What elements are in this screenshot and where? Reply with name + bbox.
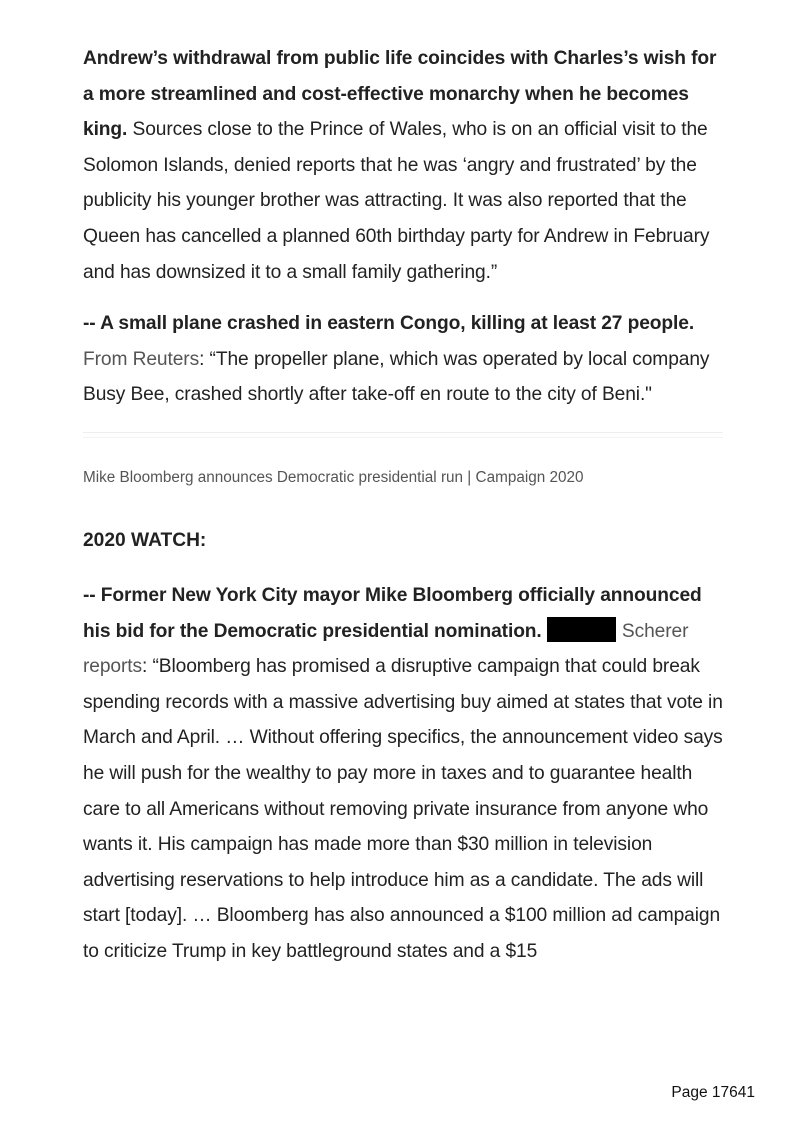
paragraph-bloomberg bbox=[83, 578, 723, 970]
reuters-link[interactable]: From Reuters bbox=[83, 348, 200, 370]
paragraph-bloomberg-text: : “Bloomberg has promised a disruptive campaign that could break spending records with a massive advertising buy aimed at states that vote in March and April. … Without offering specifics, the announcement video says he will push for the wealthy to pay more in taxes and to guarantee health care to all Americans without removing private insurance from anyone who wants it. His campaign has made more than $30 million in television advertising reservations to help introduce him as a candidate. The ads will start [today]. … Bloomberg has also announced a $100 million ad campaign to criticize Trump in key battleground states and a $15 bbox=[83, 656, 723, 962]
paragraph-congo-lead: -- A small plane crashed in eastern Congo, killing at least 27 people. bbox=[83, 313, 695, 335]
paragraph-andrew bbox=[83, 41, 723, 290]
section-divider bbox=[83, 432, 723, 438]
paragraph-congo bbox=[83, 306, 723, 413]
paragraph-andrew-lead: Andrew’s withdrawal from public life coincides with Charles’s wish for a more streamlined and cost-effective monarchy when he becomes king. bbox=[83, 48, 717, 141]
page-number: Page 17641 bbox=[671, 1084, 755, 1101]
redaction-block bbox=[547, 617, 616, 642]
paragraph-bloomberg-lead: -- Former New York City mayor Mike Bloomberg officially announced his bid for the Democratic presidential nomination. bbox=[83, 584, 702, 642]
paragraph-andrew-text: Sources close to the Prince of Wales, who is on an official visit to the Solomon Islands, denied reports that he was ‘angry and frustrated’ by the publicity his younger brother was attracting. It was also reported that the Queen has cancelled a planned 60th birthday party for Andrew in February and has downsized it to a small family gathering.” bbox=[83, 119, 710, 283]
article-body bbox=[83, 41, 723, 969]
video-caption: Mike Bloomberg announces Democratic presidential run | Campaign 2020 bbox=[83, 468, 584, 486]
section-heading: 2020 WATCH: bbox=[83, 529, 207, 551]
paragraph-congo-text: : “The propeller plane, which was operated by local company Busy Bee, crashed shortly after take-off en route to the city of Beni." bbox=[83, 348, 710, 406]
scherer-link[interactable]: Scherer reports bbox=[83, 620, 689, 678]
